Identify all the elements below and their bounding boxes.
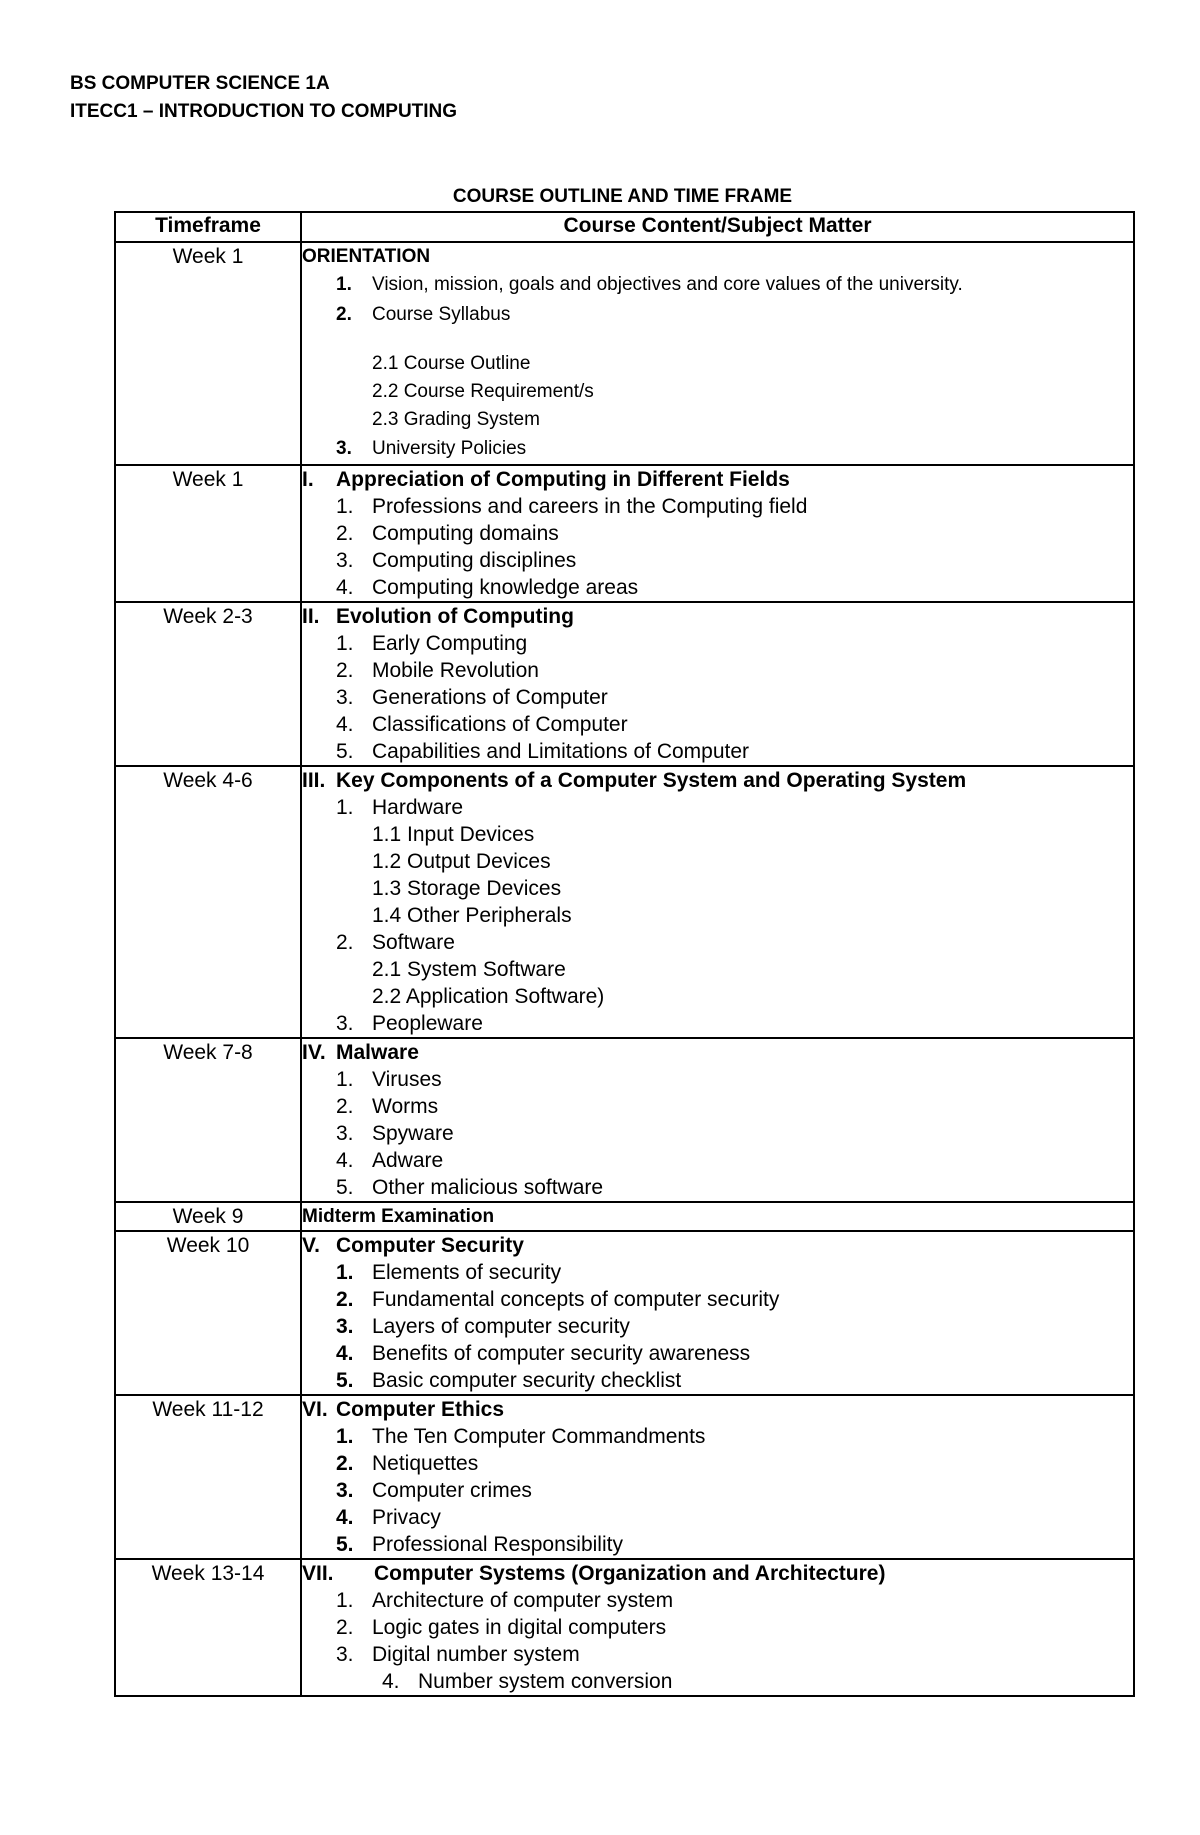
content-cell	[301, 1395, 1134, 1559]
week-cell: Week 4-6	[115, 766, 301, 1038]
item-number: 3.	[336, 1643, 354, 1666]
section-number: I.	[302, 468, 314, 491]
section-heading: Computer Ethics	[336, 1398, 505, 1421]
content-cell	[301, 766, 1134, 1038]
item-number: 1.	[336, 632, 354, 655]
list-item: Adware	[372, 1149, 444, 1172]
section-heading: ORIENTATION	[302, 246, 431, 267]
section-heading: Midterm Examination	[302, 1206, 495, 1227]
list-item: Mobile Revolution	[372, 659, 539, 682]
list-item: Vision, mission, goals and objectives and core values of the university.	[372, 274, 963, 295]
list-item: Viruses	[372, 1068, 442, 1091]
list-item: Basic computer security checklist	[372, 1369, 682, 1392]
list-item: Logic gates in digital computers	[372, 1616, 667, 1639]
list-item: Software	[372, 931, 455, 954]
content-header: Course Content/Subject Matter	[301, 212, 1134, 242]
outline-title: COURSE OUTLINE AND TIME FRAME	[452, 186, 793, 207]
item-number: 2.	[336, 1288, 354, 1311]
item-number: 4.	[336, 1149, 354, 1172]
week-cell: Week 10	[115, 1231, 301, 1395]
list-subitem: 1.3 Storage Devices	[372, 877, 562, 900]
content-cell	[301, 602, 1134, 766]
section-number: V.	[302, 1234, 320, 1257]
item-number: 3.	[336, 438, 352, 459]
section-heading: Computer Systems (Organization and Architecture)	[374, 1562, 886, 1585]
list-item: Elements of security	[372, 1261, 562, 1284]
week-cell: Week 11-12	[115, 1395, 301, 1559]
item-number: 3.	[336, 1479, 354, 1502]
table-row	[115, 1038, 1134, 1202]
item-number: 2.	[336, 1095, 354, 1118]
item-number: 4.	[336, 576, 354, 599]
list-item: Benefits of computer security awareness	[372, 1342, 751, 1365]
table-row	[115, 1202, 1134, 1231]
item-number: 2.	[336, 931, 354, 954]
list-item: Layers of computer security	[372, 1315, 630, 1338]
item-number: 5.	[336, 1369, 354, 1392]
list-subitem: 2.1 Course Outline	[372, 353, 531, 374]
section-heading: Malware	[336, 1041, 419, 1064]
item-number: 1.	[336, 495, 354, 518]
list-item: Computing domains	[372, 522, 559, 545]
document-header	[70, 70, 457, 126]
list-item: Computing disciplines	[372, 549, 577, 572]
section-number: II.	[302, 605, 320, 628]
week-cell: Week 9	[115, 1202, 301, 1231]
table-row	[115, 766, 1134, 1038]
list-item: Netiquettes	[372, 1452, 479, 1475]
section-heading: Key Components of a Computer System and Operating System	[336, 769, 967, 792]
list-item: Capabilities and Limitations of Computer	[372, 740, 750, 763]
table-header-row	[115, 212, 1134, 242]
list-item: University Policies	[372, 438, 527, 459]
section-number: III.	[302, 769, 326, 792]
item-number: 5.	[336, 1533, 354, 1556]
week-cell: Week 13-14	[115, 1559, 301, 1696]
week-cell: Week 2-3	[115, 602, 301, 766]
table-row	[115, 1559, 1134, 1696]
list-item: Hardware	[372, 796, 464, 819]
content-cell	[301, 1038, 1134, 1202]
list-item: Fundamental concepts of computer security	[372, 1288, 780, 1311]
table-row	[115, 242, 1134, 465]
item-number: 2.	[336, 1616, 354, 1639]
list-subitem: Number system conversion	[418, 1670, 673, 1693]
item-number: 3.	[336, 1315, 354, 1338]
list-item: Peopleware	[372, 1012, 483, 1035]
item-number: 1.	[336, 274, 352, 295]
item-number: 1.	[336, 1261, 354, 1284]
list-subitem: 1.4 Other Peripherals	[372, 904, 572, 927]
item-number: 4.	[382, 1670, 400, 1693]
list-subitem: 2.1 System Software	[372, 958, 566, 981]
list-item: Privacy	[372, 1506, 441, 1529]
list-item: The Ten Computer Commandments	[372, 1425, 706, 1448]
list-subitem: 2.2 Application Software)	[372, 985, 605, 1008]
program-label: BS COMPUTER SCIENCE 1A	[70, 73, 330, 94]
list-item: Classifications of Computer	[372, 713, 628, 736]
item-number: 3.	[336, 686, 354, 709]
item-number: 2.	[336, 1452, 354, 1475]
item-number: 1.	[336, 796, 354, 819]
section-number: VII.	[302, 1562, 334, 1585]
table-row	[115, 1395, 1134, 1559]
course-outline-table	[114, 211, 1135, 1697]
content-cell	[301, 1202, 1134, 1231]
list-subitem: 2.3 Grading System	[372, 409, 540, 430]
table-row	[115, 602, 1134, 766]
list-item: Spyware	[372, 1122, 454, 1145]
list-item: Course Syllabus	[372, 304, 511, 325]
week-cell: Week 7-8	[115, 1038, 301, 1202]
item-number: 2.	[336, 304, 352, 325]
content-cell	[301, 1231, 1134, 1395]
table-row	[115, 1231, 1134, 1395]
list-item: Digital number system	[372, 1643, 580, 1666]
list-item: Professions and careers in the Computing field	[372, 495, 808, 518]
section-number: IV.	[302, 1041, 326, 1064]
item-number: 3.	[336, 1122, 354, 1145]
content-cell	[301, 465, 1134, 602]
item-number: 3.	[336, 549, 354, 572]
item-number: 5.	[336, 1176, 354, 1199]
list-item: Worms	[372, 1095, 439, 1118]
item-number: 1.	[336, 1589, 354, 1612]
course-label: ITECC1 – INTRODUCTION TO COMPUTING	[70, 101, 458, 122]
list-subitem: 2.2 Course Requirement/s	[372, 381, 594, 402]
section-number: VI.	[302, 1398, 328, 1421]
item-number: 3.	[336, 1012, 354, 1035]
item-number: 4.	[336, 713, 354, 736]
section-heading: Evolution of Computing	[336, 605, 574, 628]
item-number: 5.	[336, 740, 354, 763]
list-item: Early Computing	[372, 632, 528, 655]
list-item: Other malicious software	[372, 1176, 604, 1199]
list-item: Generations of Computer	[372, 686, 608, 709]
item-number: 4.	[336, 1342, 354, 1365]
item-number: 2.	[336, 659, 354, 682]
list-item: Architecture of computer system	[372, 1589, 674, 1612]
timeframe-header: Timeframe	[115, 212, 301, 242]
list-item: Computer crimes	[372, 1479, 532, 1502]
table-row	[115, 465, 1134, 602]
list-subitem: 1.2 Output Devices	[372, 850, 551, 873]
section-heading: Computer Security	[336, 1234, 524, 1257]
week-cell: Week 1	[115, 465, 301, 602]
list-subitem: 1.1 Input Devices	[372, 823, 535, 846]
item-number: 1.	[336, 1068, 354, 1091]
week-cell: Week 1	[115, 242, 301, 465]
item-number: 4.	[336, 1506, 354, 1529]
item-number: 2.	[336, 522, 354, 545]
content-cell	[301, 1559, 1134, 1696]
list-item: Professional Responsibility	[372, 1533, 623, 1556]
item-number: 1.	[336, 1425, 354, 1448]
content-cell	[301, 242, 1134, 465]
list-item: Computing knowledge areas	[372, 576, 639, 599]
section-heading: Appreciation of Computing in Different Fields	[336, 468, 790, 491]
